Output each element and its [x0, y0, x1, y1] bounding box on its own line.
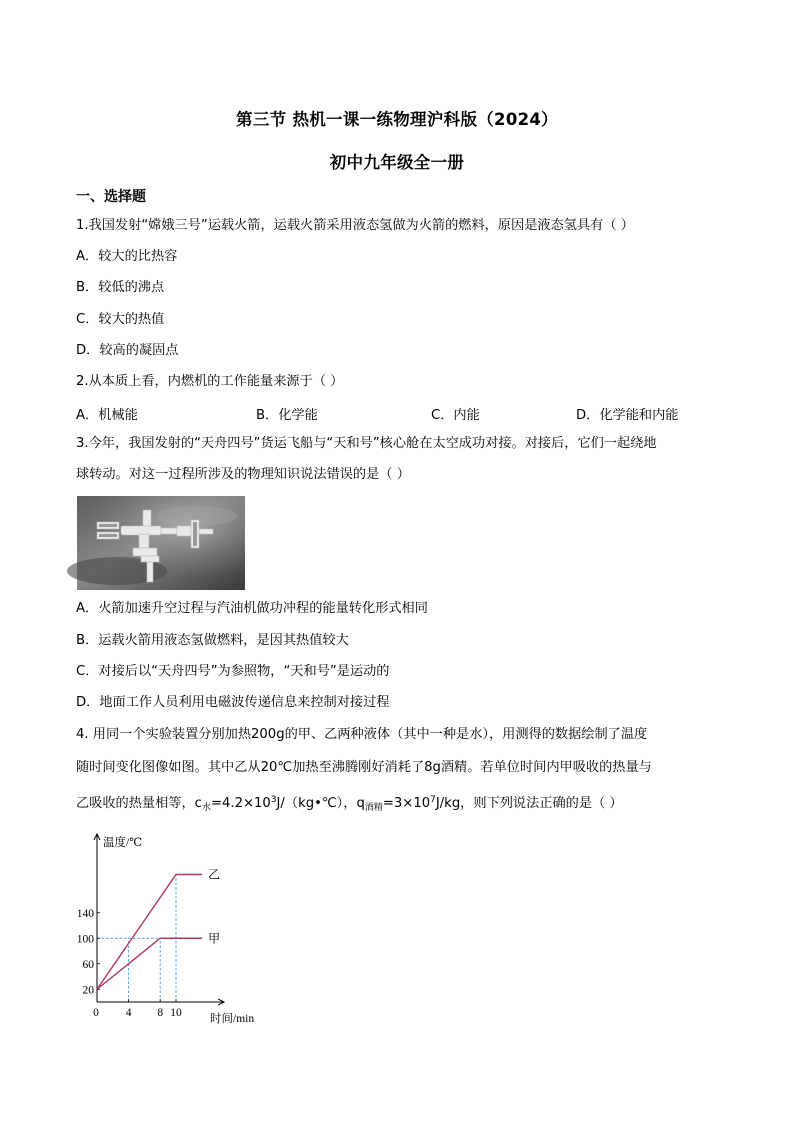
- page-subtitle: 初中九年级全一册: [329, 153, 465, 172]
- series-label-yi: 乙: [208, 867, 221, 882]
- question-1-option-a: A．较大的比热容: [76, 249, 178, 264]
- section-heading: 一、选择题: [76, 189, 146, 205]
- series-line-jia: [97, 938, 202, 989]
- question-3-stem-line-2: 球转动。对这一过程所涉及的物理知识说法错误的是（ ）: [76, 467, 410, 482]
- x-tick-label-0: 0: [93, 1007, 99, 1019]
- question-3-option-d: D．地面工作人员利用电磁波传递信息来控制对接过程: [76, 695, 390, 710]
- x-axis-label: 时间/min: [210, 1013, 255, 1025]
- question-2-options: [76, 404, 716, 422]
- question-4-line-3-text-c: J/（kg•℃），q: [276, 796, 365, 811]
- question-3-stem-line-1: 3.今年，我国发射的“天舟四号”货运飞船与“天和号”核心舱在太空成功对接。对接后，它们一起绕地: [76, 436, 657, 451]
- y-tick-label-2: 100: [76, 933, 94, 946]
- question-3-option-c: C．对接后以“天舟四号”为参照物，“天和号”是运动的: [76, 664, 390, 679]
- y-tick-label-3: 140: [76, 907, 94, 920]
- series-line-yi: [97, 875, 202, 990]
- question-1-option-d: D．较高的凝固点: [76, 343, 179, 358]
- question-4-line-3-text-d: =3×10: [382, 796, 431, 811]
- space-station-photo: [77, 496, 245, 590]
- question-1-option-b: B．较低的沸点: [76, 280, 165, 295]
- question-2-option-d: D．化学能和内能: [576, 408, 679, 423]
- temperature-time-chart: [76, 830, 280, 1030]
- water-subscript: 水: [201, 803, 211, 813]
- page-title: 第三节 热机一课一练物理沪科版（2024）: [236, 110, 558, 129]
- question-2-option-a: A．机械能: [76, 408, 138, 423]
- question-1-stem: 1.我国发射“嫦娥三号”运载火箭，运载火箭采用液态氢做为火箭的燃料，原因是液态氢具有（ ）: [76, 218, 634, 233]
- x-tick-label-2: 8: [157, 1007, 164, 1019]
- x-tick-label-1: 4: [125, 1007, 132, 1019]
- question-4-line-3-text-b: =4.2×10: [210, 796, 271, 811]
- y-axis-label: 温度/℃: [103, 837, 143, 849]
- question-4-line-3-text-a: 乙吸收的热量相等，c: [76, 796, 202, 811]
- exponent-7: 7: [430, 795, 436, 805]
- alcohol-subscript: 酒精: [364, 803, 383, 813]
- exponent-3: 3: [270, 795, 277, 805]
- question-3-option-b: B．运载火箭用液态氢做燃料，是因其热值较大: [76, 633, 349, 648]
- question-2-option-c: C．内能: [431, 408, 480, 423]
- y-tick-label-0: 20: [82, 984, 94, 997]
- question-1-option-c: C．较大的热值: [76, 312, 165, 327]
- question-4-line-3-text-e: J/kg，则下列说法正确的是（ ）: [435, 796, 623, 811]
- question-3-option-a: A．火箭加速升空过程与汽油机做功冲程的能量转化形式相同: [76, 601, 428, 616]
- x-tick-label-3: 10: [170, 1007, 182, 1019]
- question-4-line-3: [76, 795, 623, 814]
- question-2-option-b: B．化学能: [256, 408, 318, 423]
- series-label-jia: 甲: [208, 931, 221, 946]
- y-tick-label-1: 60: [82, 958, 94, 971]
- question-4-line-1: 4. 用同一个实验装置分别加热200g的甲、乙两种液体（其中一种是水），用测得的数据绘制了温度: [76, 727, 648, 742]
- question-4-line-2: 随时间变化图像如图。其中乙从20℃加热至沸腾刚好消耗了8g酒精。若单位时间内甲吸收的热量与: [76, 760, 652, 775]
- question-2-stem: 2.从本质上看，内燃机的工作能量来源于（ ）: [76, 374, 344, 389]
